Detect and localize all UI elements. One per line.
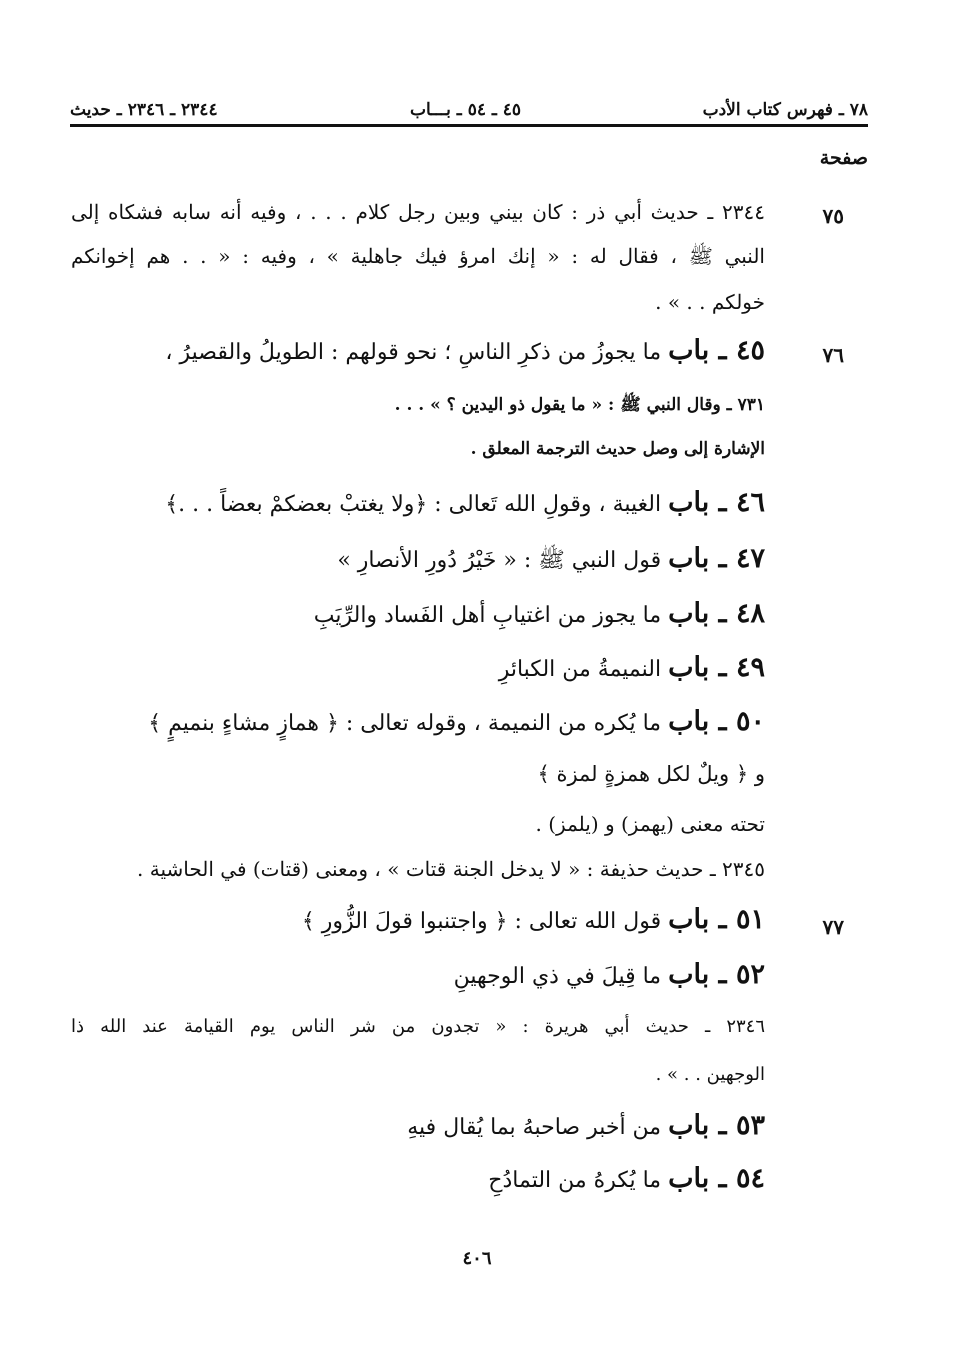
chapter-number: ٥٢ ـ (709, 959, 765, 990)
chapter-heading (337, 543, 765, 578)
chapter-title: النميمةُ من الكبائرِ (498, 657, 669, 682)
chapter-title: قول الله تعالى : ﴿ واجتنبوا قولَ الزُّورِ ﴾ (301, 909, 669, 934)
chapter-number: ٥٤ ـ (709, 1163, 765, 1194)
chapter-keyword: باب (668, 335, 710, 366)
hadith-entry-line: ٢٣٤٦ ـ حديث أبي هريرة : « تجدون من شر الناس يوم القيامة عند الله ذا (71, 1016, 765, 1037)
hadith-entry-line: ٧٣١ ـ وقال النبي ﷺ : « ما يقول ذو اليدين ؟ » . . . (394, 395, 765, 415)
running-header-title: ٧٨ ـ فهرس كتاب الأدب (702, 100, 868, 120)
chapter-keyword: باب (668, 1163, 710, 1194)
chapter-title: ما يُكرهُ من التمادُحِ (488, 1168, 669, 1193)
note-line: تحته معنى (يهمز) و (يلمز) . (535, 812, 765, 836)
hadith-entry-line: ٢٣٤٤ ـ حديث أبي ذر : كان بيني وبين رجل كلام . . . ، وفيه أنه سابه فشكاه إلى (71, 200, 765, 224)
chapter-heading (407, 1110, 765, 1141)
chapter-number: ٤٨ ـ (709, 598, 765, 629)
chapter-keyword: باب (668, 487, 710, 518)
chapter-heading (488, 1163, 765, 1194)
chapter-number: ٤٧ ـ (709, 543, 765, 574)
chapter-number: ٥٠ ـ (709, 706, 765, 737)
chapter-title: ما قِيلَ في ذي الوجهينِ (453, 964, 669, 989)
chapter-number: ٥١ ـ (709, 904, 765, 935)
chapter-title: ما يجوزُ من ذكرِ الناسِ ؛ نحو قولهم : الطويلُ والقصيرُ ، (165, 340, 669, 365)
chapter-title: ما يُكره من النميمة ، وقوله تعالى : ﴿ همازٍ مشاءٍ بنميمٍ ﴾ (148, 711, 669, 736)
chapter-keyword: باب (668, 1110, 710, 1141)
chapter-title: ما يجوز من اغتيابِ أهل الفَساد والرِّيَبِ (313, 603, 669, 628)
note-line: الإشارة إلى وصل حديث الترجمة المعلق . (470, 439, 765, 459)
chapter-number: ٤٥ ـ (709, 335, 765, 366)
chapter-number: ٥٣ ـ (709, 1110, 765, 1141)
hadith-entry-line: خولكم . . » . (655, 290, 765, 314)
chapter-title: الغيبة ، وقولِ الله تَعالى : ﴿ولا يغتبْ بعضكمْ بعضاً . . .﴾ (165, 492, 669, 517)
chapter-heading (302, 904, 765, 935)
entry-page-number: ٧٧ (822, 915, 844, 939)
hadith-entry-line: النبي ﷺ ، فقال له : « إنك امرؤ فيك جاهلية » ، وفيه : « . . هم إخوانكم (71, 244, 765, 268)
entry-page-number: ٧٥ (822, 204, 844, 228)
chapter-heading (454, 959, 765, 990)
entry-page-number: ٧٦ (822, 343, 844, 367)
quran-verse-line: و ﴿ ويلٌ لكل همزةٍ لمزة ﴾ (537, 762, 765, 786)
chapter-keyword: باب (668, 598, 710, 629)
chapter-keyword: باب (668, 959, 710, 990)
page-column-label: صفحة (819, 147, 868, 169)
chapter-heading (165, 487, 765, 518)
chapter-keyword: باب (668, 652, 710, 683)
chapter-number: ٤٦ ـ (709, 487, 765, 518)
chapter-title: من أخبر صاحبهُ بما يُقال فيهِ (407, 1115, 669, 1140)
chapter-keyword: باب (668, 904, 710, 935)
running-header-section: ٤٥ ـ ٥٤ ـ بـــاب (410, 100, 522, 120)
chapter-heading (148, 706, 765, 737)
hadith-entry-line: الوجهين . . » . (655, 1064, 765, 1085)
chapter-keyword: باب (668, 543, 710, 574)
running-header-hadith-range: ٢٣٤٤ ـ ٢٣٤٦ ـ حديث (70, 100, 218, 120)
header-rule (70, 124, 868, 127)
chapter-heading (499, 652, 765, 683)
chapter-keyword: باب (668, 706, 710, 737)
chapter-heading (314, 598, 765, 629)
hadith-entry-line: ٢٣٤٥ ـ حديث حذيفة : « لا يدخل الجنة قتات » ، ومعنى (قتات) في الحاشية . (137, 857, 765, 881)
chapter-title: قول النبي ﷺ : « خَيْرُ دُورِ الأنصارِ » (337, 548, 669, 573)
page-number: ٤٠٦ (462, 1248, 492, 1269)
chapter-heading (165, 335, 765, 366)
chapter-number: ٤٩ ـ (709, 652, 765, 683)
